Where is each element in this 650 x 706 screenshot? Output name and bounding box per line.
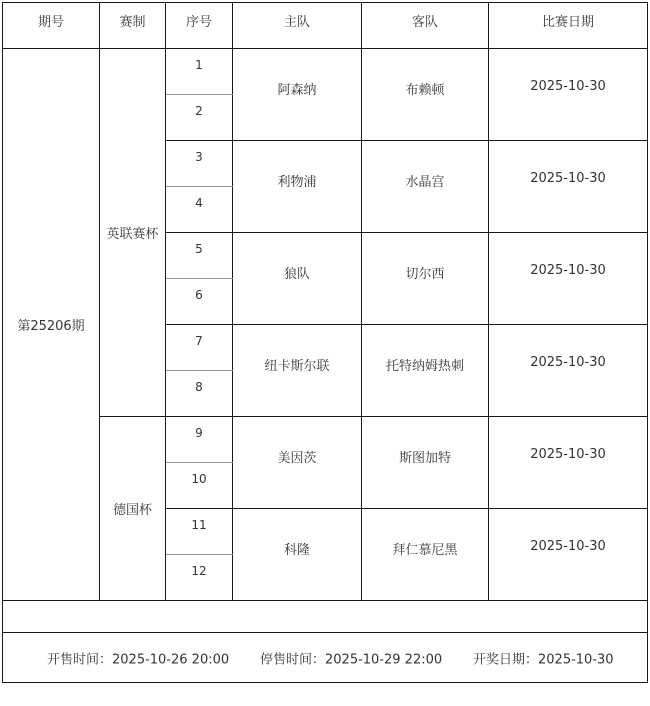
home-team-cell: 纽卡斯尔联 xyxy=(233,325,362,417)
sale-stop-time: 停售时间：2025-10-29 22:00 xyxy=(260,652,443,667)
home-team-cell: 科隆 xyxy=(233,509,362,601)
header-home: 主队 xyxy=(233,3,362,49)
seq-cell: 2 xyxy=(166,95,233,141)
home-team-cell: 阿森纳 xyxy=(233,49,362,141)
header-row xyxy=(3,3,648,49)
footer-row xyxy=(3,633,648,683)
away-team-cell: 切尔西 xyxy=(362,233,489,325)
spacer-row xyxy=(3,601,648,633)
footer-cell xyxy=(3,633,648,683)
header-away: 客队 xyxy=(362,3,489,49)
schedule-table xyxy=(2,2,648,683)
home-team-cell: 狼队 xyxy=(233,233,362,325)
seq-cell: 8 xyxy=(166,371,233,417)
seq-cell: 10 xyxy=(166,463,233,509)
seq-cell: 7 xyxy=(166,325,233,371)
seq-cell: 11 xyxy=(166,509,233,555)
away-team-cell: 托特纳姆热刺 xyxy=(362,325,489,417)
header-seq: 序号 xyxy=(166,3,233,49)
header-competition: 赛制 xyxy=(100,3,166,49)
seq-cell: 12 xyxy=(166,555,233,601)
sale-start-time: 开售时间：2025-10-26 20:00 xyxy=(47,652,230,667)
match-date-cell: 2025-10-30 xyxy=(489,233,648,325)
draw-date: 开奖日期：2025-10-30 xyxy=(473,652,614,667)
table-row xyxy=(3,417,648,463)
seq-cell: 5 xyxy=(166,233,233,279)
match-date-cell: 2025-10-30 xyxy=(489,325,648,417)
away-team-cell: 水晶宫 xyxy=(362,141,489,233)
empty-row-cell xyxy=(3,601,648,633)
home-team-cell: 美因茨 xyxy=(233,417,362,509)
match-date-cell: 2025-10-30 xyxy=(489,509,648,601)
seq-cell: 4 xyxy=(166,187,233,233)
match-date-cell: 2025-10-30 xyxy=(489,141,648,233)
header-period: 期号 xyxy=(3,3,100,49)
match-date-cell: 2025-10-30 xyxy=(489,417,648,509)
period-cell: 第25206期 xyxy=(3,49,100,601)
home-team-cell: 利物浦 xyxy=(233,141,362,233)
away-team-cell: 拜仁慕尼黑 xyxy=(362,509,489,601)
table-row xyxy=(3,49,648,95)
competition-cell: 英联赛杯 xyxy=(100,49,166,417)
seq-cell: 9 xyxy=(166,417,233,463)
away-team-cell: 斯图加特 xyxy=(362,417,489,509)
seq-cell: 6 xyxy=(166,279,233,325)
header-date: 比赛日期 xyxy=(489,3,648,49)
away-team-cell: 布赖顿 xyxy=(362,49,489,141)
seq-cell: 3 xyxy=(166,141,233,187)
seq-cell: 1 xyxy=(166,49,233,95)
match-date-cell: 2025-10-30 xyxy=(489,49,648,141)
competition-cell: 德国杯 xyxy=(100,417,166,601)
